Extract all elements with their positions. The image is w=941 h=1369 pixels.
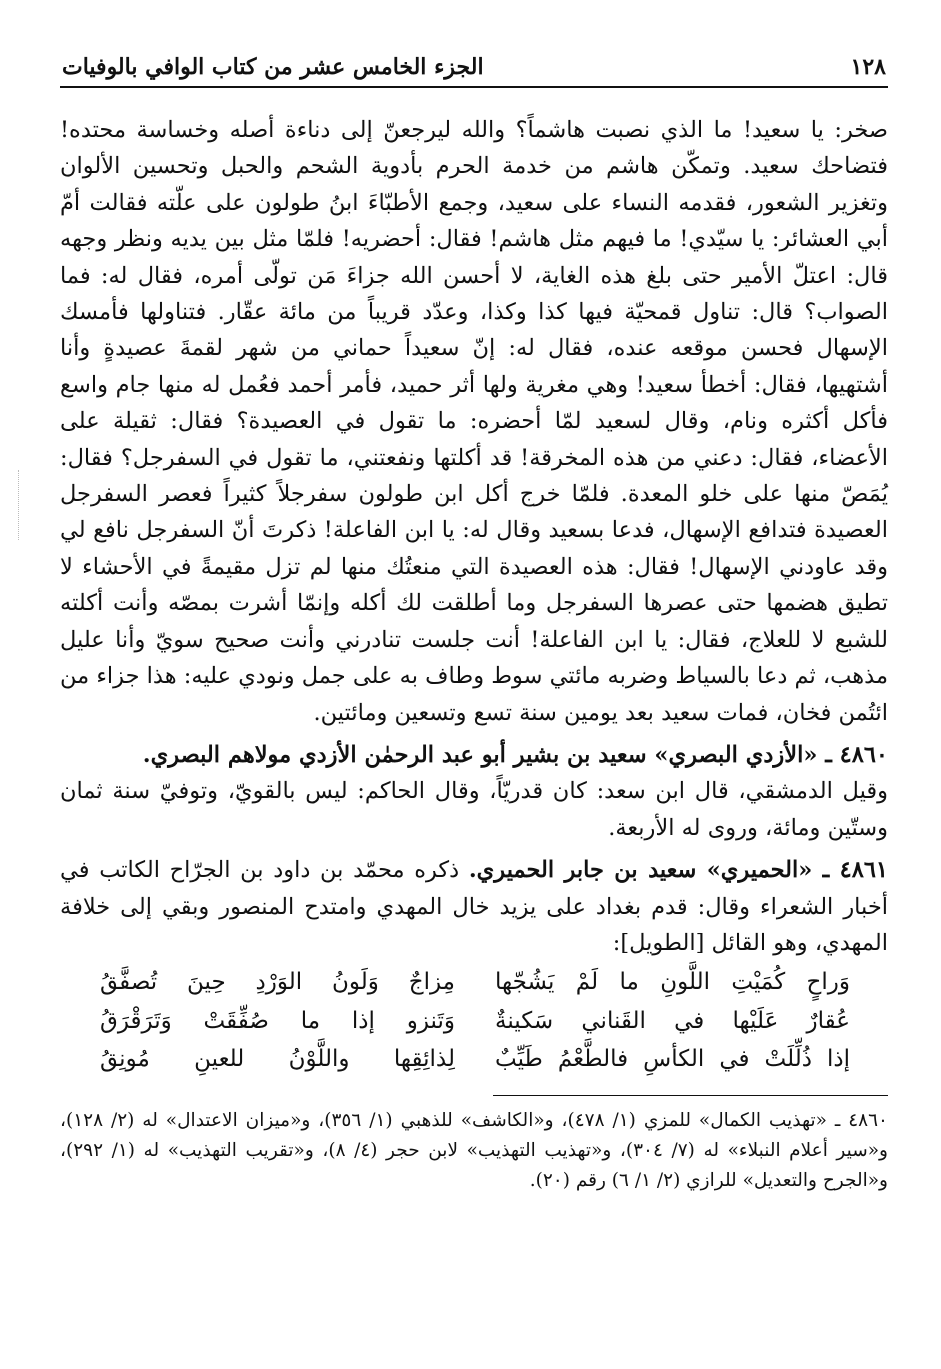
entry-text: ذكره محمّد بن داود بن الجرّاح الكاتب في أخبار الشعراء وقال: قدم بغداد على يزيد خال المهدي وامتدح المنصور وبقي إلى خلافة المهدي، وهو القائل [الطويل]: [60, 857, 888, 956]
verse-second-hemistich: وَتَنزو إذا ما صُفِّقَتْ وَتَرَقْرَقُ [100, 1007, 455, 1034]
footnote-divider [493, 1095, 888, 1096]
verse-second-hemistich: لِذائِقِها واللَّوْنُ للعينِ مُونِقُ [100, 1046, 455, 1073]
paragraph-text: صخر: يا سعيد! ما الذي نصبت هاشماً؟ والله ليرجعنّ إلى دناءة أصله وخساسة محتده! فتضاحك سعيد. وتمكّن هاشم من خدمة الحرم بأدوية الشحم والحبل وتحسين الألوان وتغزير الشعور، فقدمه النساء على سعيد، وجمع الأطبّاءَ ابنُ طولون على علّته فقالت أمّ أبي العشائر: يا سيّدي! ما فيهم مثل هاشم! فقال: أحضريه! فلمّا مثل بين يديه ونظر وجهه قال: اعتلّ الأمير حتى بلغ هذه الغاية، لا أحسن الله جزاءَ مَن تولّى أمره، فقال له: فما الصواب؟ قال: تناول قمحيّة فيها كذا وكذا، وعدّد قريباً من مائة عقّار. فتناولها فأمسك الإسهال فحسن موقعه عنده، فقال له: إنّ سعيداً حماني من شهر لقمةَ عصيدةٍ وأنا أشتهيها، فقال: أخطأ سعيد! وهي مغرية ولها أثر حميد، فأمر أحمد فعُمل له منها جام واسع فأكل أكثره ونام، وقال لسعيد لمّا أحضره: ما تقول في العصيدة؟ فقال: ثقيلة على الأعضاء، فقال: دعني من هذه المخرقة! قد أكلتها ونفعتني، ما تقول في السفرجل؟ فقال: يُمَصّ منها على خلو المعدة. فلمّا خرج أكل ابن طولون سفرجلاً كثيراً فعصر السفرجل العصيدة فتدافع الإسهال، فدعا بسعيد وقال له: يا ابن الفاعلة! ذكرتَ أنّ السفرجل نافع لي وقد عاودني الإسهال! فقال: هذه العصيدة التي منعتُك منها لم تزل مقيمةً في الأحشاء لا تطيق هضمها حتى عصرها السفرجل وما أطلقت لك أكله وإنمّا أشرت بمصّه وأنت أكلته للشبع لا للعلاج، فقال: يا ابن الفاعلة! أنت جلست تنادرني وأنت صحيح سويّ وأنا عليل مذهب، ثم دعا بالسياط وضربه مائتي سوط وطاف به على جمل ونودي عليه: هذا جزاء من ائتُمن فخان، فمات سعيد بعد يومين سنة تسع وتسعين ومائتين. [60, 117, 888, 726]
biography-entry-4861 [60, 852, 888, 961]
main-paragraph [60, 112, 888, 731]
verse-first-hemistich: إذا ذُلِّلَتْ في الكأسِ فالطَّعْمُ طَيِّبٌ [495, 1046, 850, 1073]
book-page [60, 48, 888, 1197]
verse-first-hemistich: عُقارٌ عَلَيْها في القَناني سَكينةٌ [495, 1007, 850, 1034]
entry-heading: ٤٨٦١ ـ «الحميري» سعيد بن جابر الحميري. [468, 857, 888, 884]
poem-verse [60, 1002, 888, 1041]
verse-second-hemistich: مِزاجٌ وَلَونُ الوَرْدِ حِينَ تُصفَّقُ [100, 969, 455, 996]
biography-entry-4860 [60, 737, 888, 846]
page-header [60, 48, 888, 88]
poem-verse [60, 1040, 888, 1079]
entry-text: وقيل الدمشقي، قال ابن سعد: كان قدريّاً، وقال الحاكم: ليس بالقويّ، وتوفيّ سنة ثمان وستّين ومائة، وروى له الأربعة. [60, 778, 888, 841]
footnotes: ٤٨٦٠ ـ «تهذيب الكمال» للمزي (١/ ٤٧٨)، و«الكاشف» للذهبي (١/ ٣٥٦)، و«ميزان الاعتدال» له (٢/ ١٢٨)، و«سير أعلام النبلاء» له (٧/ ٣٠٤)، و«تهذيب التهذيب» لابن حجر (٤/ ٨)، و«تقريب التهذيب» له (١/ ٢٩٢)، و«الجرح والتعديل» للرازي (٢/ ١/ ٦) رقم (٢٠). [60, 1109, 888, 1192]
poem-verse [60, 963, 888, 1002]
page-number: ١٢٨ [850, 54, 886, 80]
poem [60, 963, 888, 1079]
entry-heading: ٤٨٦٠ ـ «الأزدي البصري» سعيد بن بشير أبو عبد الرحمٰن الأزدي مولاهم البصري. [142, 741, 888, 768]
running-title: الجزء الخامس عشر من كتاب الوافي بالوفيات [62, 54, 484, 80]
verse-first-hemistich: وَراحٍ كُمَيْتِ اللَّونِ ما لَمْ يَشُجّها [495, 969, 850, 996]
margin-mark [18, 470, 21, 540]
